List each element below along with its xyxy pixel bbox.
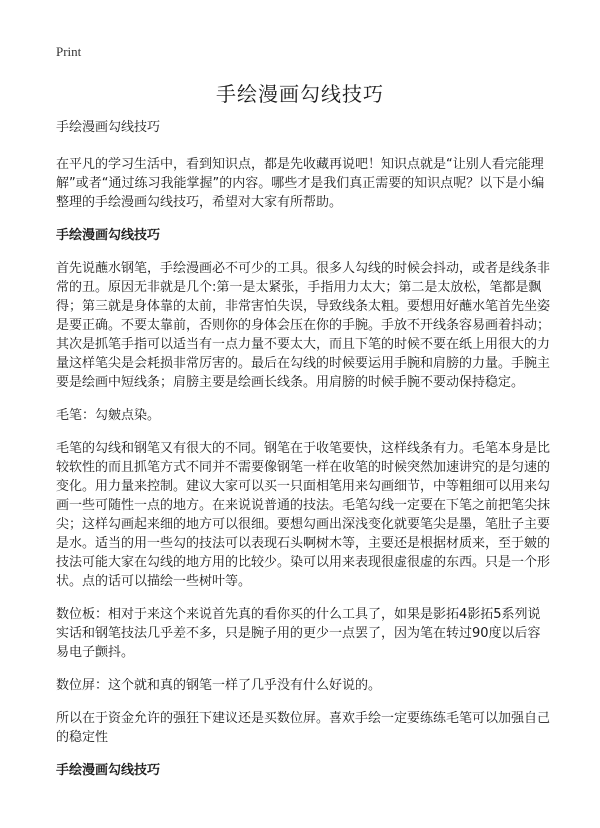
- page-title: 手绘漫画勾线技巧: [216, 82, 384, 106]
- article-body: [56, 118, 552, 794]
- paragraph-dip-pen: 首先说蘸水钢笔，手绘漫画必不可少的工具。很多人勾线的时候会抖动，或者是线条非常的丑。原因无非就是几个:第一是太紧张，手指用力太大；第二是太放松，笔都是飘得；第三就是身体靠的太前，非常害怕失误，导致线条太粗。要想用好蘸水笔首先坐姿是要正确。不要太靠前，否则你的身体会压在你的手腕。手放不开线条容易画着抖动；其次是抓笔手指可以适当有一点力量不要太大，而且下笔的时候不要在纸上用很大的力量这样笔尖是会耗损非常厉害的。最后在勾线的时候要运用手腕和肩膀的力量。手腕主要是绘画中短线条；肩膀主要是绘画长线条。用肩膀的时候手腕不要动保持稳定。: [56, 261, 551, 390]
- paragraph-brush: 毛笔的勾线和钢笔又有很大的不同。钢笔在于收笔要快，这样线条有力。毛笔本身是比较软性的而且抓笔方式不同并不需要像钢笔一样在收笔的时候突然加速讲究的是匀速的变化。用力量来控制。建议大家可以买一只面相笔用来勾画细节，中等粗细可以用来勾画一些可随性一点的地方。在来说说普通的技法。毛笔勾线一定要在下笔之前把笔尖抹尖；这样勾画起来细的地方可以很细。要想勾画出深浅变化就要笔尖是墨，笔肚子主要是水。适当的用一些勾的技法可以表现石头啊树木等，主要还是根据材质来，至于皴的技法可能大家在勾线的地方用的比较少。染可以用来表现很虚很虚的东西。只是一个形状。点的话可以描绘一些树叶等。: [56, 441, 551, 589]
- section-heading-2: 手绘漫画勾线技巧: [56, 763, 161, 778]
- print-link[interactable]: Print: [56, 44, 82, 59]
- article-subtitle: 手绘漫画勾线技巧: [56, 120, 161, 135]
- section-heading: 手绘漫画勾线技巧: [56, 228, 161, 243]
- paragraph-conclusion: 所以在于资金允许的强狂下建议还是买数位屏。喜欢手绘一定要练练毛笔可以加强自己的稳定性: [56, 711, 551, 745]
- paragraph-brush-label: 毛笔：勾皴点染。: [56, 408, 161, 423]
- paragraph-pen-display: 数位屏：这个就和真的钢笔一样了几乎没有什么好说的。: [56, 678, 382, 693]
- intro-paragraph: 在平凡的学习生活中，看到知识点，都是先收藏再说吧！知识点就是“让别人看完能理解”或者“通过练习我能掌握”的内容。哪些才是我们真正需要的知识点呢？以下是小编整理的手绘漫画勾线技巧，希望对大家有所帮助。: [56, 157, 545, 210]
- paragraph-tablet: 数位板：相对于来这个来说首先真的看你买的什么工具了，如果是影拓4影拓5系列说实话和钢笔技法几乎差不多，只是腕子用的更少一点罢了，因为笔在转过90度以后容易电子颤抖。: [56, 607, 541, 660]
